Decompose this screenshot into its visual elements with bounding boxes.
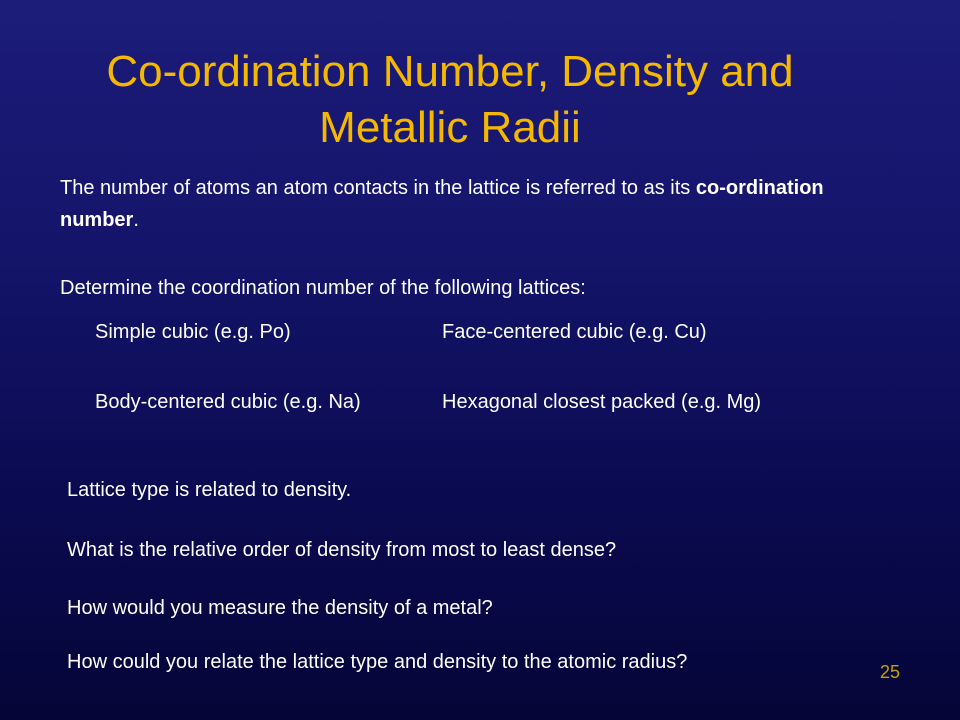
intro-term: co-ordination number: [60, 177, 824, 231]
lattice-face-centered-cubic: Face-centered cubic (e.g. Cu): [442, 321, 707, 343]
intro-paragraph: [60, 172, 880, 236]
intro-text: The number of atoms an atom contacts in the lattice is referred to as its: [60, 177, 696, 199]
lattice-body-centered-cubic: Body-centered cubic (e.g. Na): [95, 391, 361, 413]
intro-suffix: .: [133, 209, 139, 231]
question-item: How could you relate the lattice type and density to the atomic radius?: [67, 651, 688, 673]
lattice-simple-cubic: Simple cubic (e.g. Po): [95, 321, 291, 343]
question-item: How would you measure the density of a metal?: [67, 597, 493, 619]
slide-title: Co-ordination Number, Density and Metallic Radii: [106, 47, 794, 152]
question-item: Lattice type is related to density.: [67, 479, 352, 501]
page-number: 25: [880, 662, 901, 682]
lattice-prompt: Determine the coordination number of the following lattices:: [60, 277, 586, 299]
lattice-hexagonal-closest-packed: Hexagonal closest packed (e.g. Mg): [442, 391, 762, 413]
question-item: What is the relative order of density from most to least dense?: [67, 539, 617, 561]
